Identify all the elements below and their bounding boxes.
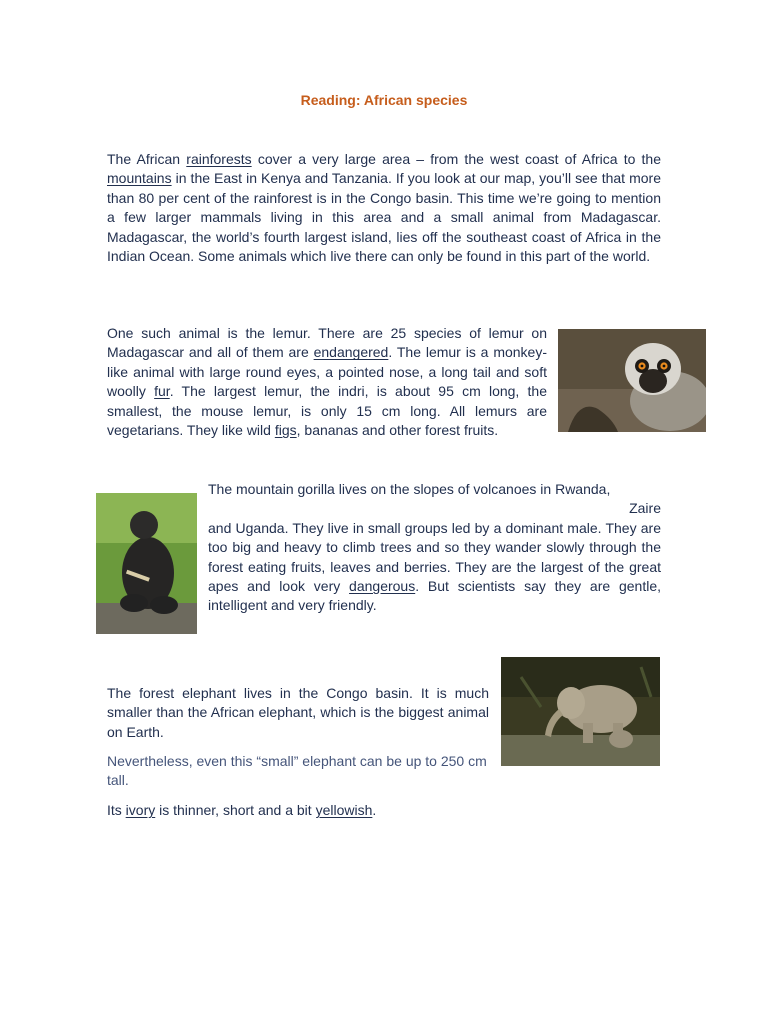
text: The African — [107, 151, 187, 167]
text: . But scientists say they are gentle, intelligent and very friendly. — [208, 578, 661, 614]
vocab-fur: fur — [154, 383, 170, 400]
text: Its — [107, 802, 126, 818]
elephant-image — [501, 657, 660, 766]
text: The forest elephant lives in the Congo basin. It is much smaller than the African elephant, which is the biggest animal on Earth. — [107, 685, 489, 740]
lemur-image — [558, 329, 706, 432]
text: . — [372, 802, 377, 818]
vocab-figs: figs — [274, 422, 297, 439]
text: in the East in Kenya and Tanzania. If you look at our map, you’ll see that more than 80 per cent of the rainforest is in the Congo basin. This time we’re going to mention a few larger mammals living in this area and a small animal from Madagascar. Madagascar, the world’s fourth largest island, lies off the southeast coast of Africa in the Indian Ocean. Some animals which live there can only be found in this part of the world. — [107, 170, 661, 265]
vocab-dangerous: dangerous — [349, 578, 416, 595]
text: . The largest lemur, the indri, is about 95 cm long, the smallest, the mouse lemur, is only 15 cm long. All lemurs are vegetarians. They like wild — [107, 383, 547, 439]
vocab-rainforests: rainforests — [186, 151, 252, 167]
vocab-endangered: endangered — [313, 344, 389, 361]
text: The mountain gorilla lives on the slopes of volcanoes in Rwanda, — [208, 481, 611, 497]
paragraph-gorilla — [208, 480, 661, 616]
paragraph-ivory — [107, 801, 489, 820]
text: , bananas and other forest fruits. — [296, 422, 499, 439]
gorilla-image — [96, 493, 197, 634]
text: cover a very large area – from the west coast of Africa to the — [251, 151, 662, 167]
page-title: Reading: African species — [300, 92, 468, 108]
text: Nevertheless, even this “small” elephant can be up to 250 cm tall. — [107, 753, 487, 789]
paragraph-lemur — [107, 324, 547, 440]
vocab-yellowish: yellowish — [315, 802, 373, 818]
paragraph-rainforest — [107, 150, 661, 266]
text: is thinner, short and a bit — [155, 802, 316, 818]
elephant-photo — [501, 657, 660, 766]
gorilla-photo — [96, 493, 197, 634]
paragraph-elephant — [107, 684, 489, 742]
vocab-ivory: ivory — [125, 802, 156, 818]
lemur-photo — [558, 329, 706, 432]
text: . The lemur is a monkey-like animal with large round eyes, a pointed nose, a long tail and soft woolly — [107, 344, 548, 400]
text: Zaire — [629, 500, 661, 517]
vocab-mountains: mountains — [107, 170, 172, 187]
text: and Uganda. They live in small groups led by a dominant male. They are too big and heavy to climb trees and so they wander slowly through the forest eating fruits, leaves and berries. They are the largest of the great apes and look very — [208, 519, 661, 595]
text: One such animal is the lemur. There are 25 species of lemur on Madagascar and all of them are — [107, 325, 547, 361]
paragraph-elephant-size — [107, 752, 489, 791]
